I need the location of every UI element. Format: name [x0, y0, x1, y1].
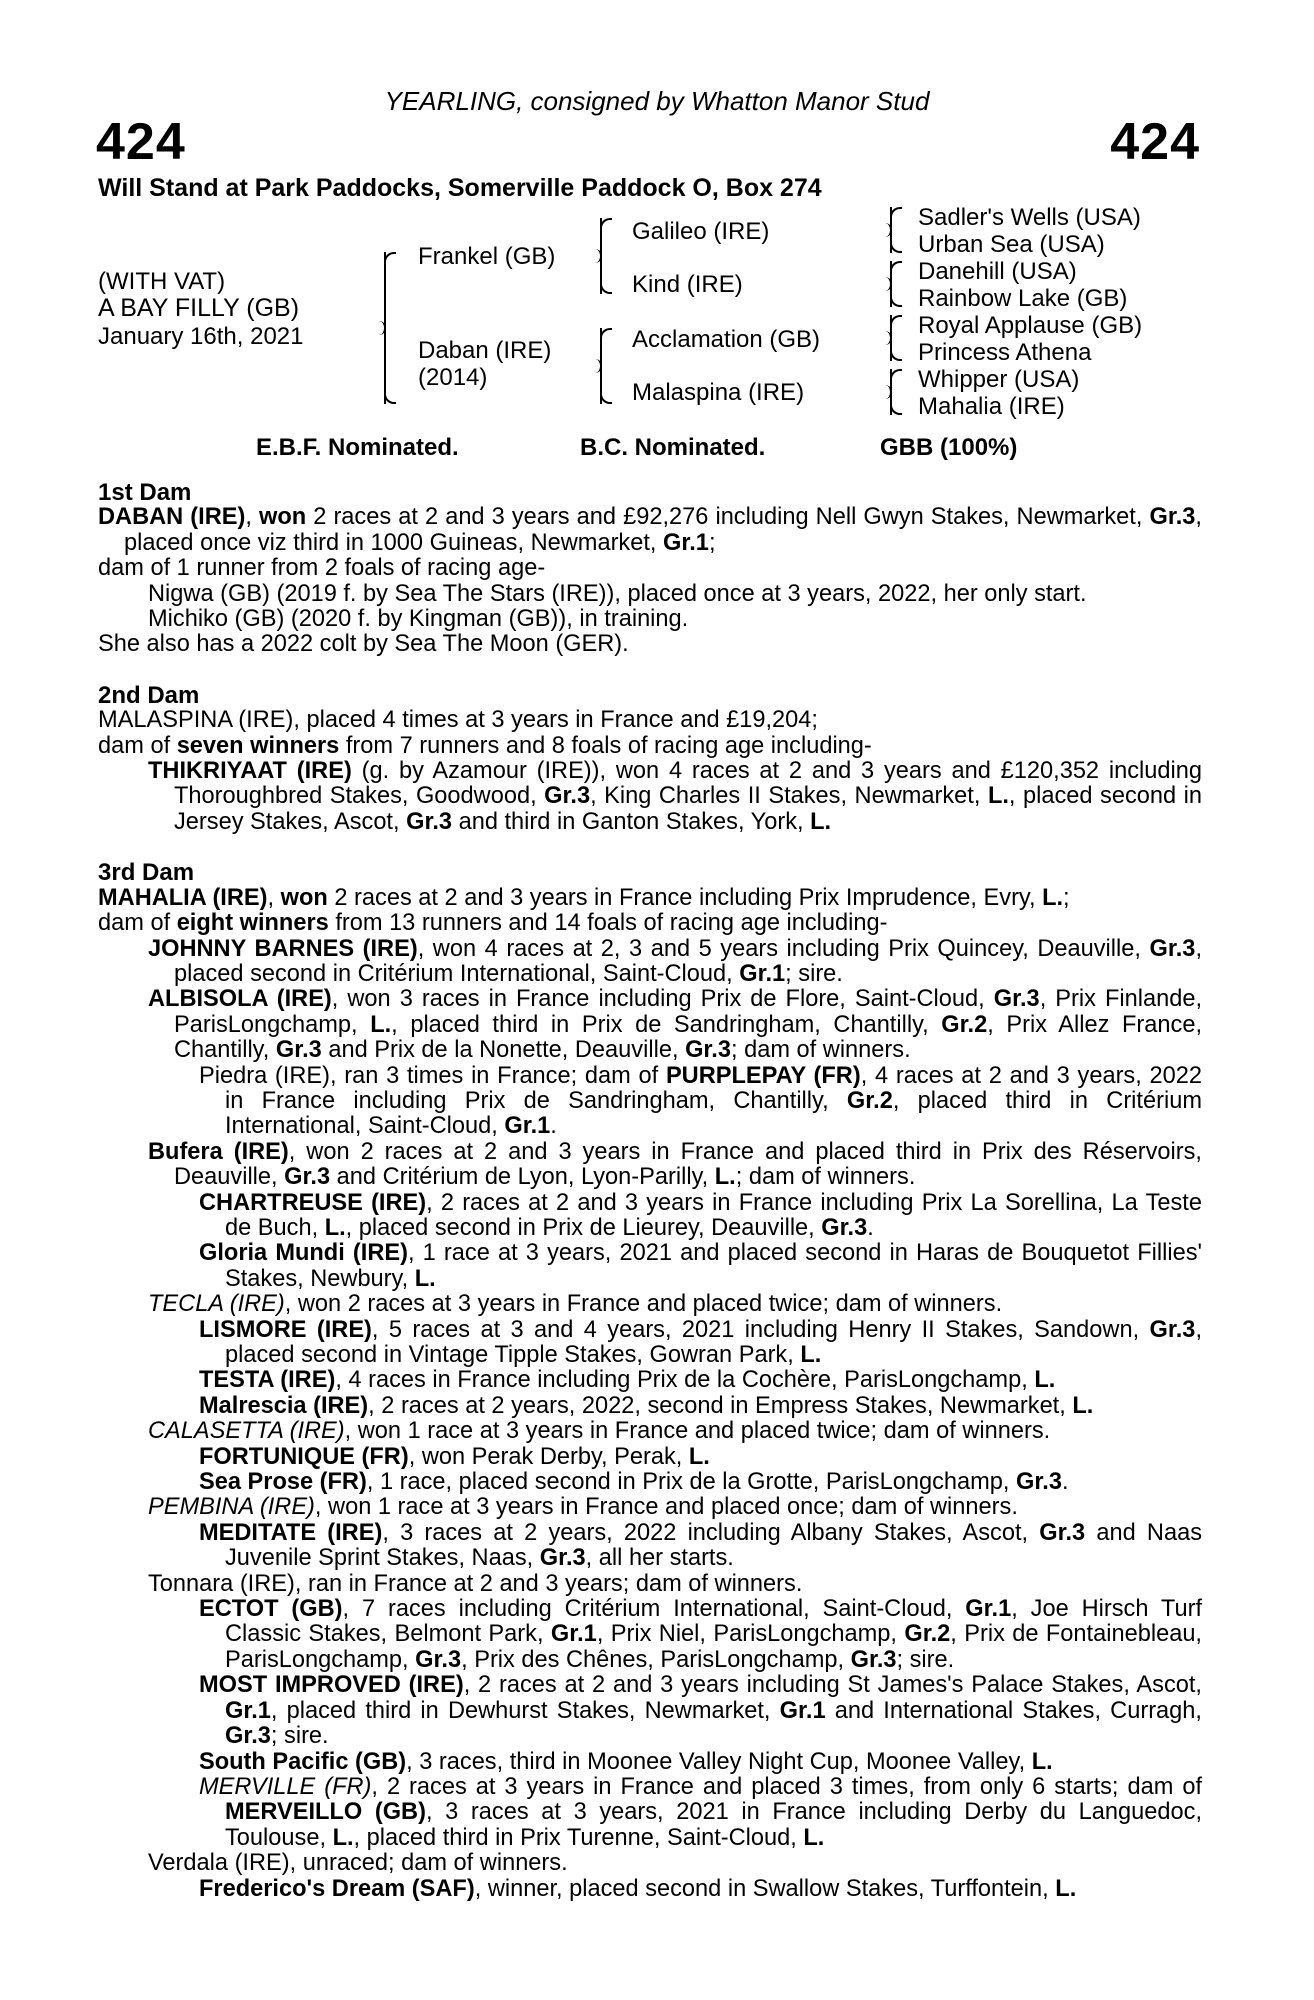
brace-g1 — [890, 207, 906, 253]
brace-g4 — [890, 369, 906, 415]
great-granddam-2: Rainbow Lake (GB) — [918, 285, 1128, 312]
brace-sire-line — [600, 218, 616, 294]
great-grandsire-1: Sadler's Wells (USA) — [918, 204, 1141, 231]
dam-produce-summary: dam of 1 runner from 2 foals of racing age- — [98, 555, 546, 582]
produce-entry: South Pacific (GB), 3 races, third in Moonee Valley Night Cup, Moonee Valley, L. — [199, 1748, 1053, 1775]
gbb-rating: GBB (100%) — [880, 434, 1018, 461]
produce-entry: Malrescia (IRE), 2 races at 2 years, 2022, second in Empress Stakes, Newmarket, L. — [199, 1392, 1094, 1419]
produce-entry: LISMORE (IRE), 5 races at 3 and 4 years, 2021 including Henry II Stakes, Sandown, Gr.3, placed second in Vintage Tipple Stakes, Gowran Park, L. — [199, 1316, 1202, 1368]
produce-entry: Bufera (IRE), won 2 races at 2 and 3 years in France and placed third in Prix des Réservoirs, Deauville, Gr.3 and Critérium de Lyon, Lyon-Parilly, L.; dam of winners. — [148, 1138, 1202, 1191]
consignor-line: YEARLING, consigned by Whatton Manor Stud — [384, 86, 930, 116]
great-grandsire-2: Danehill (USA) — [918, 258, 1077, 285]
brace-sire-dam — [384, 252, 400, 404]
catalogue-body — [98, 480, 1202, 1902]
dam-dam: Malaspina (IRE) — [632, 379, 805, 406]
produce-entry: Piedra (IRE), ran 3 times in France; dam of PURPLEPAY (FR), 4 races at 2 and 3 years, 2022 in France including Prix de Sandringham, Chantilly, Gr.2, placed third in Critérium International, Saint-Cloud, Gr.1. — [199, 1062, 1202, 1140]
dam-sire: Acclamation (GB) — [632, 326, 821, 353]
produce-entry: MEDITATE (IRE), 3 races at 2 years, 2022 including Albany Stakes, Ascot, Gr.3 and Naas Juvenile Sprint Stakes, Naas, Gr.3, all her starts. — [199, 1519, 1202, 1572]
brace-dam-line — [600, 328, 616, 404]
third-dam-entry: MAHALIA (IRE), won 2 races at 2 and 3 years in France including Prix Imprudence, Evry, L.; — [98, 884, 1070, 911]
stand-location: Will Stand at Park Paddocks, Somerville Paddock O, Box 274 — [98, 174, 822, 202]
great-grandsire-3: Royal Applause (GB) — [918, 312, 1143, 339]
produce-entry: Verdala (IRE), unraced; dam of winners. — [148, 1850, 568, 1877]
great-granddam-1: Urban Sea (USA) — [918, 231, 1105, 258]
produce-entry: She also has a 2022 colt by Sea The Moon (GER). — [98, 631, 629, 658]
sire: Frankel (GB) — [418, 243, 556, 270]
bc-nomination: B.C. Nominated. — [580, 434, 766, 461]
produce-entry: FORTUNIQUE (FR), won Perak Derby, Perak, L. — [199, 1443, 710, 1470]
produce-entry: Frederico's Dream (SAF), winner, placed second in Swallow Stakes, Turffontein, L. — [199, 1875, 1077, 1902]
produce-entry: TECLA (IRE), won 2 races at 3 years in France and placed twice; dam of winners. — [148, 1291, 1003, 1318]
produce-entry: THIKRIYAAT (IRE) (g. by Azamour (IRE)), won 4 races at 2 and 3 years and £120,352 including Thoroughbred Stakes, Goodwood, Gr.3, King Charles II Stakes, Newmarket, L., placed second in Jersey Stakes, Ascot, Gr.3 and third in Ganton Stakes, York, L. — [148, 758, 1203, 835]
produce-entry: JOHNNY BARNES (IRE), won 4 races at 2, 3 and 5 years including Prix Quincey, Deauville, Gr.3, placed second in Critérium International, Saint-Cloud, Gr.1; sire. — [148, 935, 1202, 987]
second-dam-entry: MALASPINA (IRE), placed 4 times at 3 years in France and £19,204; — [98, 707, 818, 734]
produce-entry: ALBISOLA (IRE), won 3 races in France including Prix de Flore, Saint-Cloud, Gr.3, Prix Finlande, ParisLongchamp, L., placed third in Prix de Sandringham, Chantilly, Gr.2, Prix Allez France, Chantilly, Gr.3 and Prix de la Nonette, Deauville, Gr.3; dam of winners. — [148, 986, 1202, 1064]
produce-entry: CALASETTA (IRE), won 1 race at 3 years in France and placed twice; dam of winners. — [148, 1418, 1051, 1445]
produce-entry: Nigwa (GB) (2019 f. by Sea The Stars (IRE)), placed once at 3 years, 2022, her only start. — [148, 580, 1087, 607]
produce-entry: CHARTREUSE (IRE), 2 races at 2 and 3 years in France including Prix La Sorellina, La Teste de Buch, L., placed second in Prix de Lieurey, Deauville, Gr.3. — [199, 1189, 1202, 1241]
third-dam-produce-summary: dam of eight winners from 13 runners and 14 foals of racing age including- — [98, 910, 888, 937]
second-dam-produce-summary: dam of seven winners from 7 runners and 8 foals of racing age including- — [98, 732, 872, 759]
sire-sire: Galileo (IRE) — [632, 218, 770, 245]
lot-title: A BAY FILLY (GB) — [98, 294, 300, 322]
produce-entry: MERVILLE (FR), 2 races at 3 years in France and placed 3 times, from only 6 starts; dam of MERVEILLO (GB), 3 races at 3 years, 2021 in France including Derby du Languedoc, Toulouse, L., placed third in Prix Turenne, Saint-Cloud, L. — [199, 1773, 1203, 1851]
produce-entry: Michiko (GB) (2020 f. by Kingman (GB)), in training. — [148, 606, 689, 633]
second-dam-heading: 2nd Dam — [98, 681, 200, 709]
produce-entry: Gloria Mundi (IRE), 1 race at 3 years, 2021 and placed second in Haras de Bouquetot Fillies' Stakes, Newbury, L. — [199, 1240, 1203, 1292]
great-granddam-4: Mahalia (IRE) — [918, 393, 1065, 420]
produce-entry: ECTOT (GB), 7 races including Critérium International, Saint-Cloud, Gr.1, Joe Hirsch Turf Classic Stakes, Belmont Park, Gr.1, Prix Niel, ParisLongchamp, Gr.2, Prix de Fontainebleau, ParisLongchamp, Gr.3, Prix des Chênes, ParisLongchamp, Gr.3; sire. — [199, 1596, 1202, 1673]
dam: Daban (IRE) — [418, 337, 552, 364]
produce-entry: PEMBINA (IRE), won 1 race at 3 years in France and placed once; dam of winners. — [148, 1494, 1018, 1521]
dam-entry: DABAN (IRE), won 2 races at 2 and 3 years and £92,276 including Nell Gwyn Stakes, Newmarket, Gr.3, placed once viz third in 1000 Guineas, Newmarket, Gr.1; — [98, 504, 1202, 556]
first-dam-heading: 1st Dam — [98, 479, 192, 506]
brace-g2 — [890, 261, 906, 307]
ebf-nomination: E.B.F. Nominated. — [256, 434, 459, 461]
foaling-date: January 16th, 2021 — [98, 323, 304, 350]
great-grandsire-4: Whipper (USA) — [918, 366, 1080, 393]
lot-number-left: 424 — [96, 113, 186, 171]
produce-entry: MOST IMPROVED (IRE), 2 races at 2 and 3 years including St James's Palace Stakes, Ascot, Gr.1, placed third in Dewhurst Stakes, Newmarket, Gr.1 and International Stakes, Curragh, Gr.3; sire. — [199, 1672, 1202, 1750]
great-granddam-3: Princess Athena — [918, 339, 1092, 366]
lot-number-right: 424 — [1110, 113, 1200, 171]
dam-year: (2014) — [418, 364, 488, 391]
vat-note: (WITH VAT) — [98, 268, 226, 295]
produce-entry: Tonnara (IRE), ran in France at 2 and 3 years; dam of winners. — [148, 1570, 803, 1597]
sire-dam: Kind (IRE) — [632, 271, 743, 298]
third-dam-heading: 3rd Dam — [98, 859, 195, 887]
produce-entry: Sea Prose (FR), 1 race, placed second in Prix de la Grotte, ParisLongchamp, Gr.3. — [199, 1469, 1069, 1496]
brace-g3 — [890, 315, 906, 361]
produce-entry: TESTA (IRE), 4 races in France including Prix de la Cochère, ParisLongchamp, L. — [199, 1367, 1056, 1394]
